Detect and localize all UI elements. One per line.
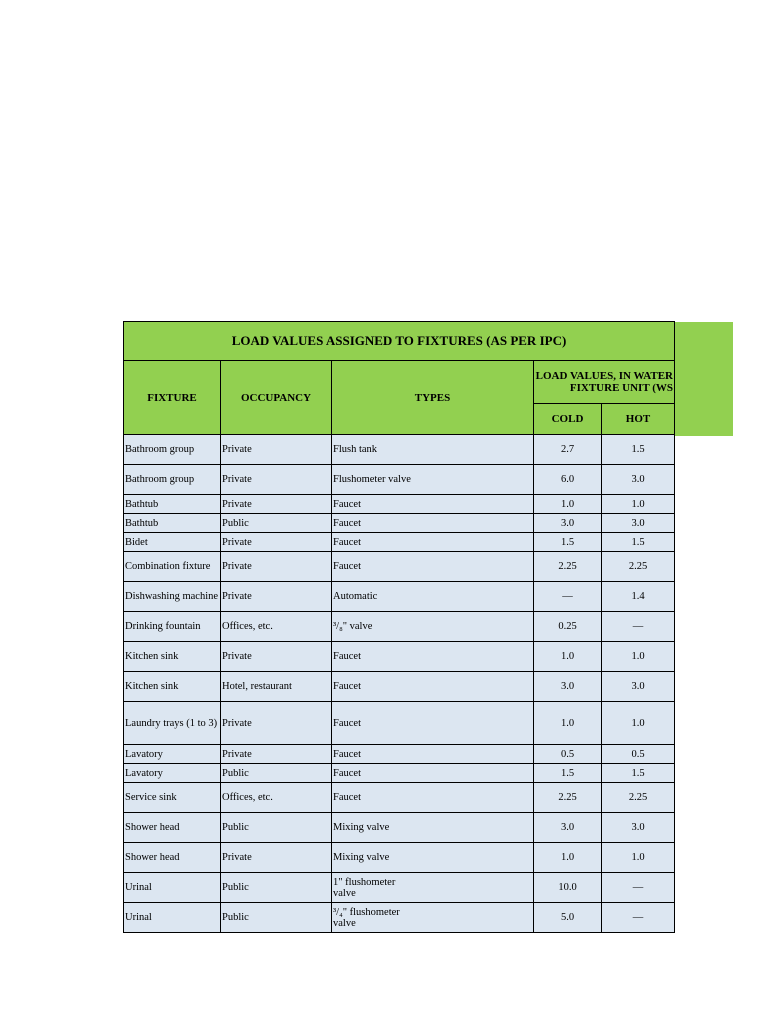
header-fill-extension: [675, 322, 733, 436]
cell-cold: 0.5: [534, 745, 602, 764]
cell-types: Mixing valve: [332, 813, 534, 843]
header-fixture: FIXTURE: [124, 361, 221, 435]
cell-types: Faucet: [332, 783, 534, 813]
table-row: [124, 495, 675, 514]
cell-fixture: Kitchen sink: [124, 642, 221, 672]
header-cold: COLD: [534, 404, 602, 435]
cell-types: Faucet: [332, 533, 534, 552]
cell-occupancy: Private: [221, 843, 332, 873]
table-row: [124, 843, 675, 873]
cell-fixture: Shower head: [124, 813, 221, 843]
table-row: [124, 435, 675, 465]
cell-types: ³/₈" valve: [332, 612, 534, 642]
fixture-load-table: [123, 321, 675, 933]
cell-hot: 3.0: [602, 813, 675, 843]
cell-fixture: Combination fixture: [124, 552, 221, 582]
cell-hot: 0.5: [602, 745, 675, 764]
header-hot: HOT: [602, 404, 675, 435]
cell-cold: 0.25: [534, 612, 602, 642]
cell-hot: 1.0: [602, 843, 675, 873]
cell-fixture: Bathtub: [124, 495, 221, 514]
table-row: [124, 612, 675, 642]
table-row: [124, 582, 675, 612]
cell-types: Faucet: [332, 552, 534, 582]
table-row: [124, 465, 675, 495]
cell-occupancy: Private: [221, 465, 332, 495]
cell-cold: 3.0: [534, 514, 602, 533]
cell-fixture: Shower head: [124, 843, 221, 873]
cell-occupancy: Private: [221, 552, 332, 582]
table-row: [124, 514, 675, 533]
cell-fixture: Bathtub: [124, 514, 221, 533]
table-row: [124, 873, 675, 903]
header-load-line2: FIXTURE UNIT (WS: [569, 382, 673, 394]
table-row: [124, 642, 675, 672]
cell-occupancy: Private: [221, 495, 332, 514]
cell-cold: 1.0: [534, 495, 602, 514]
cell-occupancy: Offices, etc.: [221, 783, 332, 813]
cell-fixture: Bathroom group: [124, 435, 221, 465]
cell-cold: 3.0: [534, 672, 602, 702]
table-row: [124, 533, 675, 552]
cell-hot: 1.0: [602, 495, 675, 514]
cell-hot: 2.25: [602, 552, 675, 582]
cell-fixture: Lavatory: [124, 764, 221, 783]
cell-cold: 1.5: [534, 533, 602, 552]
cell-cold: 6.0: [534, 465, 602, 495]
cell-hot: 3.0: [602, 465, 675, 495]
table-row: [124, 672, 675, 702]
cell-occupancy: Public: [221, 764, 332, 783]
cell-hot: 1.4: [602, 582, 675, 612]
cell-types: Faucet: [332, 764, 534, 783]
cell-cold: 3.0: [534, 813, 602, 843]
cell-fixture: Kitchen sink: [124, 672, 221, 702]
cell-occupancy: Offices, etc.: [221, 612, 332, 642]
cell-cold: 1.5: [534, 764, 602, 783]
cell-cold: 10.0: [534, 873, 602, 903]
cell-hot: 1.5: [602, 435, 675, 465]
cell-cold: 2.25: [534, 552, 602, 582]
table-row: [124, 745, 675, 764]
cell-types: Flushometer valve: [332, 465, 534, 495]
cell-types: Automatic: [332, 582, 534, 612]
cell-types: 1" flushometer valve: [332, 873, 534, 903]
cell-hot: —: [602, 873, 675, 903]
cell-types: Faucet: [332, 672, 534, 702]
cell-fixture: Lavatory: [124, 745, 221, 764]
cell-cold: 1.0: [534, 843, 602, 873]
cell-occupancy: Hotel, restaurant: [221, 672, 332, 702]
cell-types: Faucet: [332, 495, 534, 514]
cell-types: Faucet: [332, 745, 534, 764]
cell-hot: 3.0: [602, 514, 675, 533]
cell-cold: 1.0: [534, 702, 602, 745]
cell-hot: 3.0: [602, 672, 675, 702]
cell-occupancy: Private: [221, 582, 332, 612]
header-load-values: [534, 361, 675, 404]
table-title: LOAD VALUES ASSIGNED TO FIXTURES (AS PER IPC): [124, 322, 675, 361]
cell-cold: —: [534, 582, 602, 612]
header-occupancy: OCCUPANCY: [221, 361, 332, 435]
cell-occupancy: Public: [221, 813, 332, 843]
table-row: [124, 764, 675, 783]
cell-occupancy: Private: [221, 435, 332, 465]
cell-cold: 2.7: [534, 435, 602, 465]
cell-hot: 1.5: [602, 764, 675, 783]
cell-fixture: Service sink: [124, 783, 221, 813]
header-types: TYPES: [332, 361, 534, 435]
cell-types: ³/₄" flushometer valve: [332, 903, 534, 933]
cell-types: Faucet: [332, 514, 534, 533]
table-row: [124, 903, 675, 933]
table-row: [124, 813, 675, 843]
header-load-line1: LOAD VALUES, IN WATER: [535, 370, 673, 382]
table-row: [124, 702, 675, 745]
cell-occupancy: Public: [221, 903, 332, 933]
cell-types: Mixing valve: [332, 843, 534, 873]
cell-fixture: Urinal: [124, 903, 221, 933]
cell-types: Faucet: [332, 642, 534, 672]
cell-fixture: Dishwashing machine: [124, 582, 221, 612]
cell-occupancy: Private: [221, 702, 332, 745]
cell-hot: 1.0: [602, 702, 675, 745]
cell-fixture: Drinking fountain: [124, 612, 221, 642]
cell-types: Faucet: [332, 702, 534, 745]
cell-hot: 2.25: [602, 783, 675, 813]
cell-fixture: Bathroom group: [124, 465, 221, 495]
cell-occupancy: Private: [221, 533, 332, 552]
cell-occupancy: Private: [221, 745, 332, 764]
cell-hot: 1.5: [602, 533, 675, 552]
cell-occupancy: Public: [221, 514, 332, 533]
cell-cold: 5.0: [534, 903, 602, 933]
cell-fixture: Bidet: [124, 533, 221, 552]
cell-cold: 1.0: [534, 642, 602, 672]
table-row: [124, 552, 675, 582]
cell-hot: —: [602, 612, 675, 642]
cell-fixture: Urinal: [124, 873, 221, 903]
cell-hot: —: [602, 903, 675, 933]
cell-occupancy: Public: [221, 873, 332, 903]
cell-hot: 1.0: [602, 642, 675, 672]
cell-occupancy: Private: [221, 642, 332, 672]
table-row: [124, 783, 675, 813]
cell-types: Flush tank: [332, 435, 534, 465]
cell-fixture: Laundry trays (1 to 3): [124, 702, 221, 745]
cell-cold: 2.25: [534, 783, 602, 813]
